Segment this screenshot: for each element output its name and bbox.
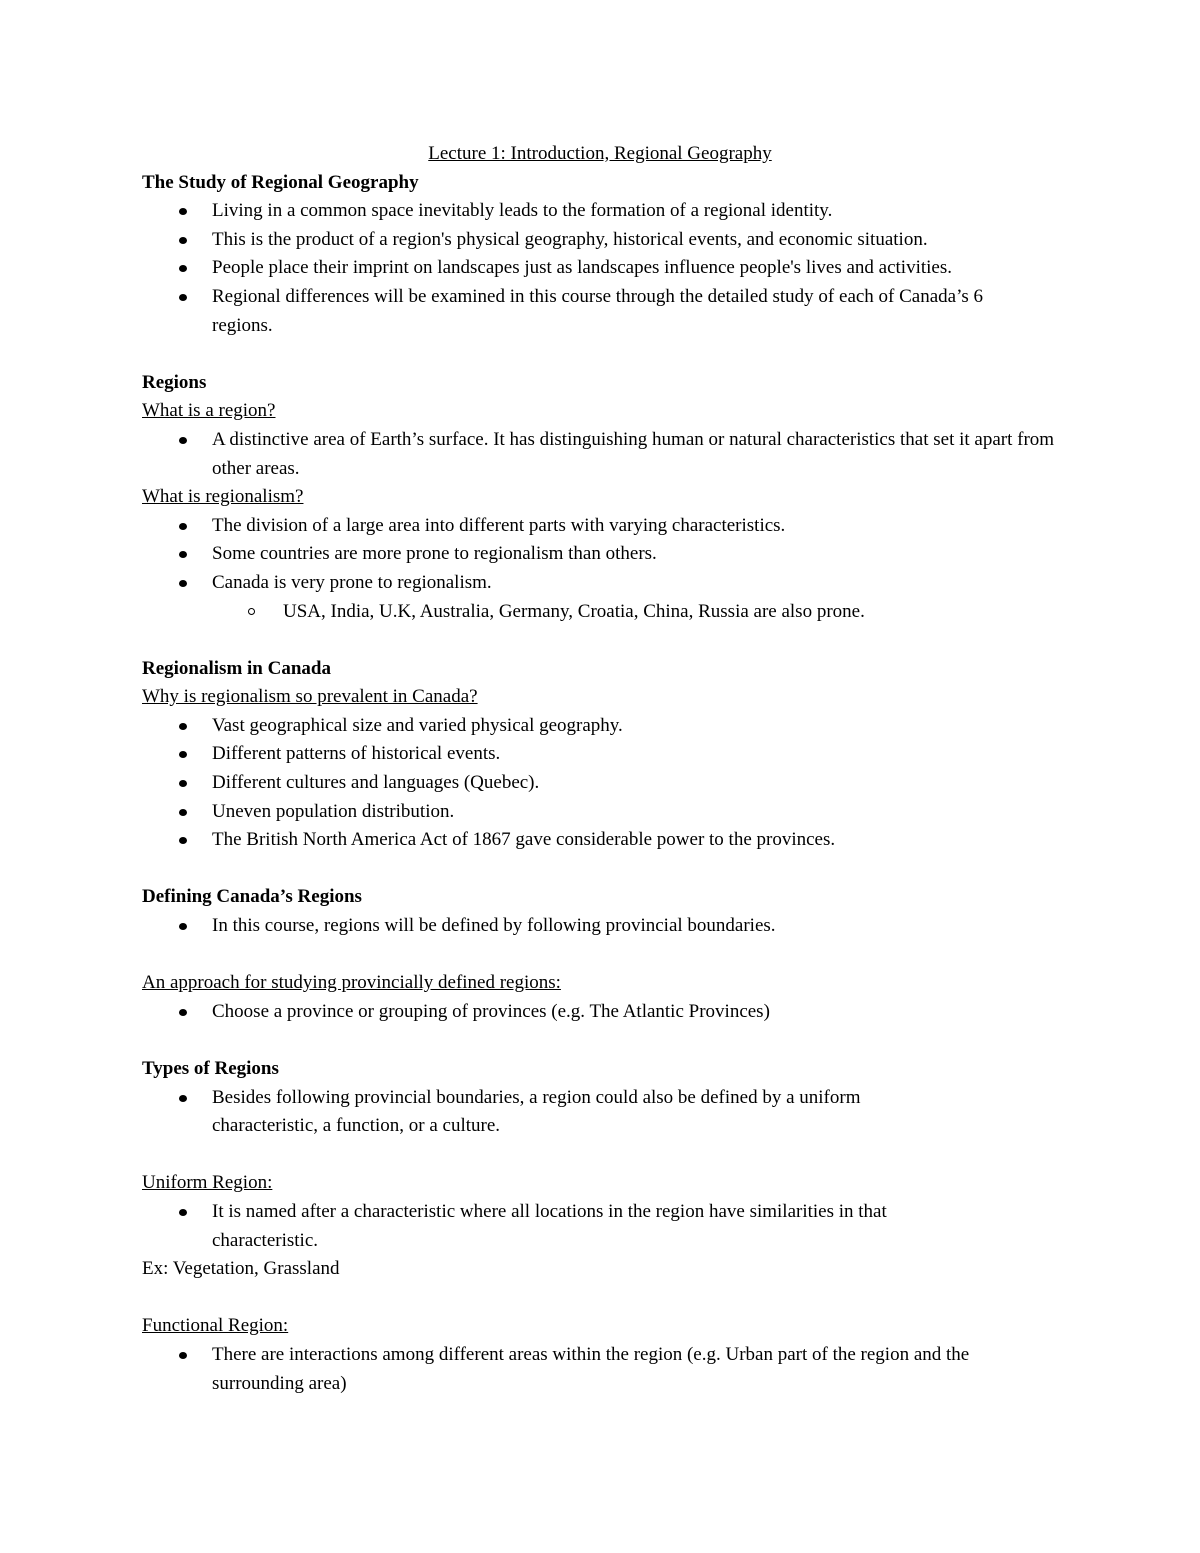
spacer	[142, 340, 1062, 369]
functional-region-subheading: Functional Region:	[142, 1315, 289, 1337]
list-item: Canada is very prone to regionalism.	[142, 569, 1062, 598]
list-item: People place their imprint on landscapes just as landscapes influence people's lives and activities.	[142, 254, 1062, 283]
uniform-example: Ex: Vegetation, Grassland	[142, 1258, 340, 1280]
question-what-is-region: What is a region?	[142, 400, 276, 422]
approach-bullets	[142, 998, 1062, 1027]
list-item: Some countries are more prone to regionalism than others.	[142, 540, 1062, 569]
defining-bullets	[142, 912, 1062, 941]
list-item: Choose a province or grouping of provinces (e.g. The Atlantic Provinces)	[142, 998, 1062, 1027]
list-item: Different cultures and languages (Quebec).	[142, 769, 1062, 798]
uniform-region-subheading: Uniform Region:	[142, 1172, 273, 1194]
list-item: Different patterns of historical events.	[142, 740, 1062, 769]
lecture-title: Lecture 1: Introduction, Regional Geography	[428, 143, 772, 164]
question-what-is-regionalism: What is regionalism?	[142, 486, 304, 508]
spacer	[142, 1284, 1062, 1313]
heading-study: The Study of Regional Geography	[142, 171, 419, 193]
list-item: Living in a common space inevitably leads to the formation of a regional identity.	[142, 197, 1062, 226]
list-item: Uneven population distribution.	[142, 798, 1062, 827]
uniform-bullets	[142, 1198, 1062, 1255]
spacer	[142, 1026, 1062, 1055]
functional-bullets	[142, 1341, 1062, 1398]
question-why-prevalent: Why is regionalism so prevalent in Canada?	[142, 686, 478, 708]
heading-regions: Regions	[142, 371, 207, 393]
list-item: In this course, regions will be defined by following provincial boundaries.	[142, 912, 1062, 941]
approach-subheading: An approach for studying provincially defined regions:	[142, 972, 561, 994]
sub-list-item: USA, India, U.K, Australia, Germany, Croatia, China, Russia are also prone.	[142, 598, 1062, 627]
heading-defining-regions: Defining Canada’s Regions	[142, 886, 362, 908]
list-item: Besides following provincial boundaries, a region could also be defined by a uniform characteristic, a function, or a culture.	[142, 1084, 952, 1141]
list-item: This is the product of a region's physical geography, historical events, and economic situation.	[142, 226, 1062, 255]
spacer	[142, 941, 1062, 970]
heading-regionalism-canada: Regionalism in Canada	[142, 657, 331, 679]
list-item: The division of a large area into different parts with varying characteristics.	[142, 512, 1062, 541]
study-bullets	[142, 197, 1062, 340]
region-bullets	[142, 426, 1062, 483]
list-item: The British North America Act of 1867 gave considerable power to the provinces.	[142, 826, 1062, 855]
canada-bullets	[142, 712, 1062, 855]
document-page	[142, 140, 1062, 1398]
regionalism-bullets	[142, 512, 1062, 626]
list-item: It is named after a characteristic where all locations in the region have similarities in that characteristic.	[142, 1198, 992, 1255]
spacer	[142, 626, 1062, 655]
list-item: A distinctive area of Earth’s surface. It has distinguishing human or natural characteristics that set it apart from other areas.	[142, 426, 1062, 483]
list-item: There are interactions among different areas within the region (e.g. Urban part of the region and the surrounding area)	[142, 1341, 1052, 1398]
heading-types-regions: Types of Regions	[142, 1058, 279, 1079]
spacer	[142, 855, 1062, 884]
types-bullets	[142, 1084, 1062, 1141]
list-item: Vast geographical size and varied physical geography.	[142, 712, 1062, 741]
spacer	[142, 1141, 1062, 1170]
list-item: Regional differences will be examined in this course through the detailed study of each of Canada’s 6 regions.	[142, 283, 992, 340]
